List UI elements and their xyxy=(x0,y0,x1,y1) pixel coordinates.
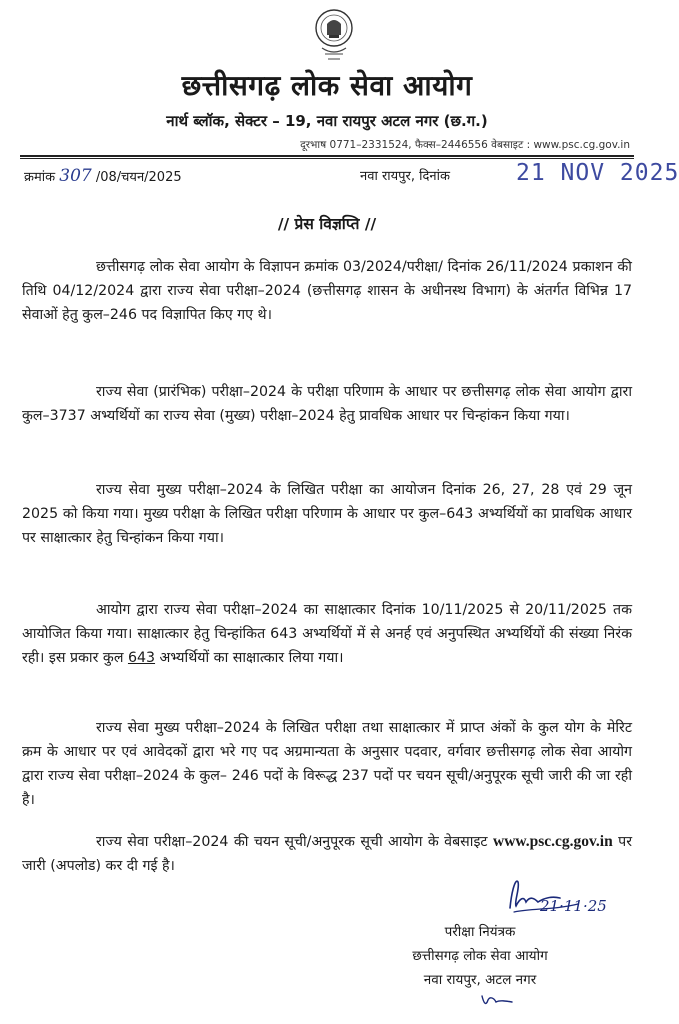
state-emblem-icon xyxy=(313,8,355,66)
contact-line: दूरभाष 0771–2331524, फैक्स–2446556 वेबसाइट : www.psc.cg.gov.in xyxy=(300,139,630,151)
organization-title: छत्तीसगढ़ लोक सेवा आयोग xyxy=(181,69,473,102)
press-release-heading: // प्रेस विज्ञप्ति // xyxy=(277,215,377,233)
signatory-designation: परीक्षा नियंत्रक xyxy=(444,924,516,940)
paragraph-interview xyxy=(22,598,632,670)
organization-address: नार्थ ब्लॉक, सेक्टर – 19, नवा रायपुर अटल नगर (छ.ग.) xyxy=(166,112,488,130)
header-divider xyxy=(20,155,634,157)
interview-text-end: अभ्यर्थियों का साक्षात्कार लिया गया। xyxy=(155,650,344,666)
reference-prefix: क्रमांक xyxy=(24,170,56,185)
reference-suffix: /08/चयन/2025 xyxy=(95,170,182,185)
website-link[interactable]: www.psc.cg.gov.in xyxy=(493,833,613,850)
place-date-label: नवा रायपुर, दिनांक xyxy=(360,169,450,184)
signature-date: 21·11·25 xyxy=(540,897,607,915)
website-text-end: पर जारी (अपलोड) कर दी गई है। xyxy=(22,834,633,874)
interview-count-underlined: 643 xyxy=(127,650,156,666)
header-divider-thin xyxy=(20,158,634,159)
paragraph-selection-list: राज्य सेवा मुख्य परीक्षा–2024 के लिखित परीक्षा तथा साक्षात्कार में प्राप्त अंकों के कुल योग के मेरिट क्रम के आधार पर एवं आवेदकों द्वारा भरे गए पद अग्रमान्यता के अनुसार पदवार, वर्गवार छत्तीसगढ़ लोक सेवा आयोग द्वारा राज्य सेवा परीक्षा–2024 के कुल– 246 पदों के विरूद्ध 237 पदों पर चयन सूची/अनुपूरक सूची जारी की जा रही है। xyxy=(22,720,632,808)
website-text-start: राज्य सेवा परीक्षा–2024 की चयन सूची/अनुपूरक सूची आयोग के वेबसाइट xyxy=(96,834,493,850)
signatory-organization: छत्तीसगढ़ लोक सेवा आयोग xyxy=(412,948,548,964)
paragraph-mains-exam: राज्य सेवा मुख्य परीक्षा–2024 के लिखित परीक्षा का आयोजन दिनांक 26, 27, 28 एवं 29 जून 2025 को किया गया। मुख्य परीक्षा के लिखित परीक्षा परिणाम के आधार पर कुल–643 अभ्यर्थियों का प्रावधिक आधार पर साक्षात्कार हेतु चिन्हांकन किया गया। xyxy=(22,482,632,546)
reference-number xyxy=(24,166,182,186)
paragraph-prelims-result: राज्य सेवा (प्रारंभिक) परीक्षा–2024 के परीक्षा परिणाम के आधार पर छत्तीसगढ़ लोक सेवा आयोग द्वारा कुल–3737 अभ्यर्थियों का राज्य सेवा (मुख्य) परीक्षा–2024 हेतु प्रावधिक आधार पर चिन्हांकन किया गया। xyxy=(22,384,632,424)
interview-text-start: आयोग द्वारा राज्य सेवा परीक्षा–2024 का साक्षात्कार दिनांक 10/11/2025 से 20/11/2025 तक आयोजित किया गया। साक्षात्कार हेतु चिन्हांकित 643 अभ्यर्थियों में से अनर्ह एवं अनुपस्थित अभ्यर्थियों की संख्या निरंक रही। इस प्रकार कुल xyxy=(22,602,632,666)
reference-handwritten-number: 307 xyxy=(59,166,92,186)
initials-mark-icon xyxy=(478,990,516,1010)
signatory-block xyxy=(360,920,600,992)
paragraph-advertisement: छत्तीसगढ़ लोक सेवा आयोग के विज्ञापन क्रमांक 03/2024/परीक्षा/ दिनांक 26/11/2024 प्रकाशन की तिथि 04/12/2024 द्वारा राज्य सेवा परीक्षा–2024 (छत्तीसगढ़ शासन के अधीनस्थ विभाग) के अंतर्गत विभिन्न 17 सेवाओं हेतु कुल–246 पद विज्ञापित किए गए थे। xyxy=(22,259,632,323)
signatory-place: नवा रायपुर, अटल नगर xyxy=(423,972,537,988)
date-stamp: 21 NOV 2025 xyxy=(516,160,679,186)
